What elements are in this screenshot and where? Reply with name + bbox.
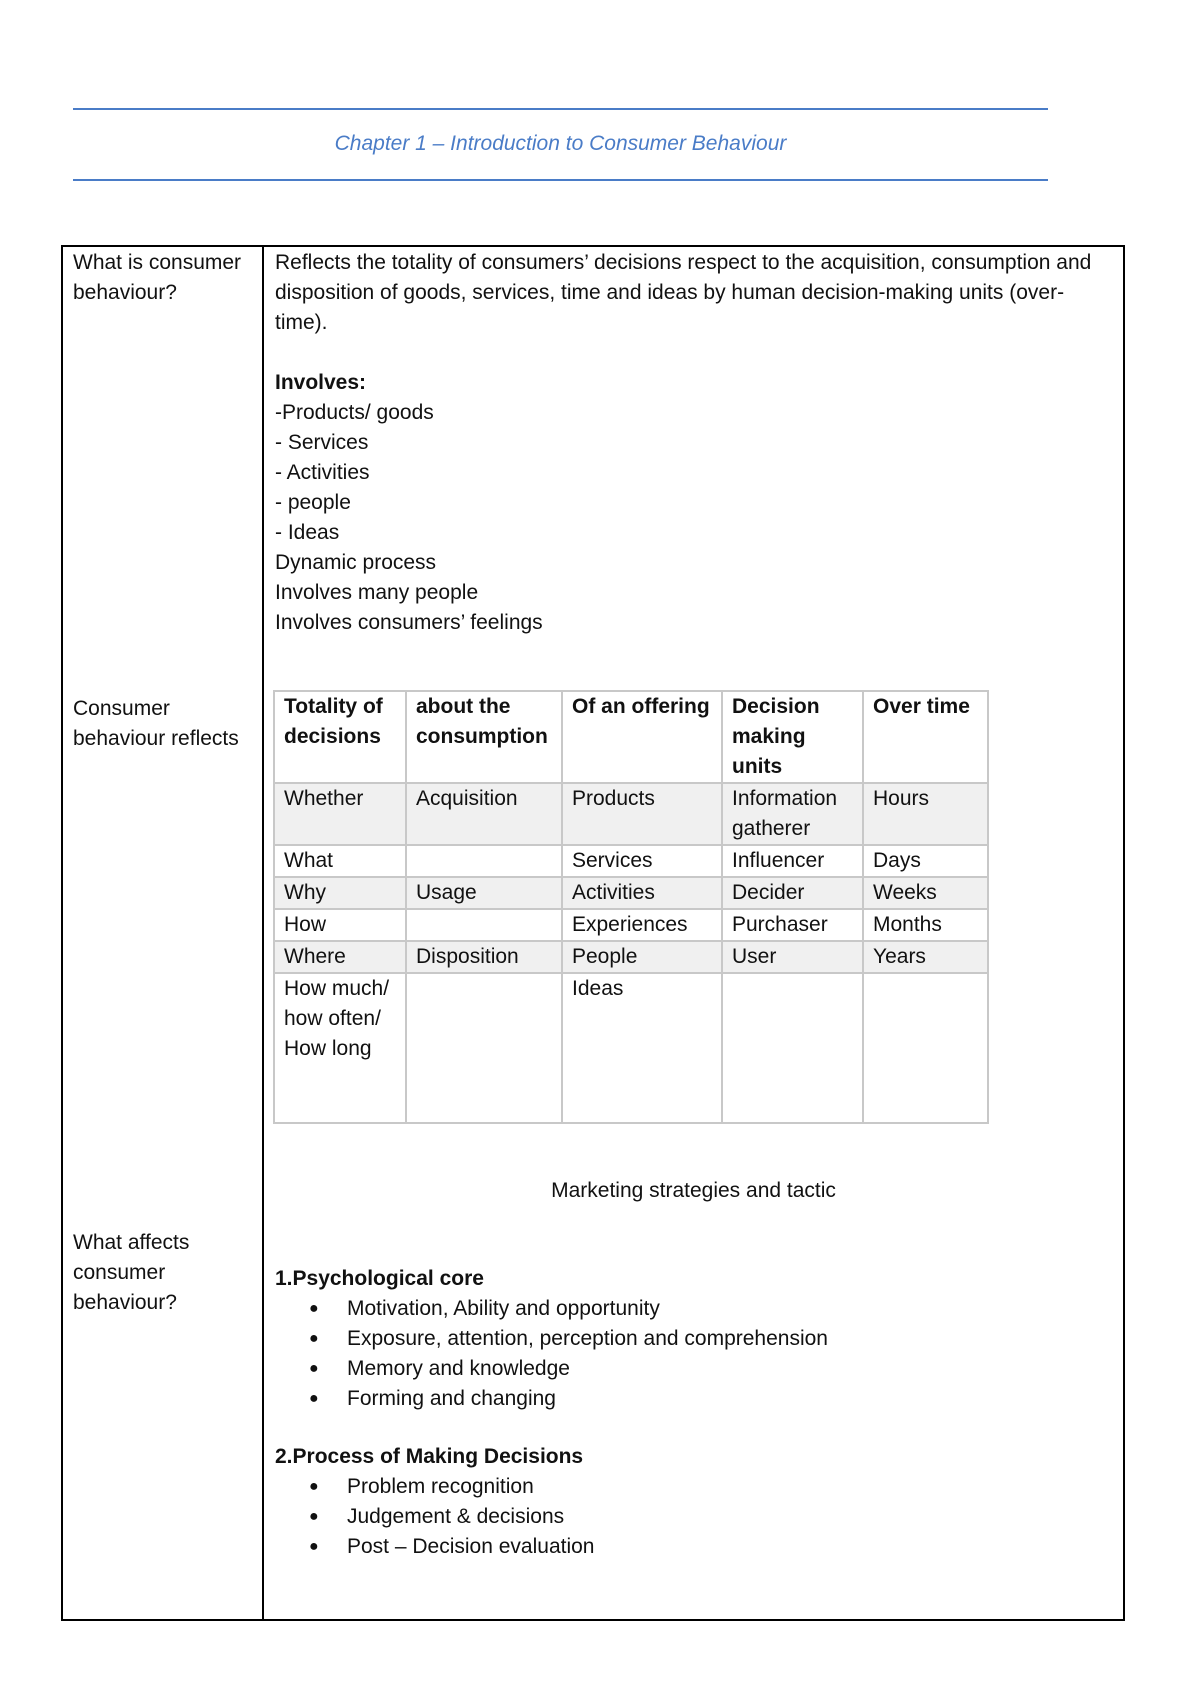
section-process-of-making-decisions	[275, 1442, 1115, 1562]
table-cell: Activities	[562, 877, 722, 909]
definition-text: Reflects the totality of consumers’ decisions respect to the acquisition, consumption and disposition of goods, services, time and ideas by human decision-making units (over-time).	[275, 251, 1092, 334]
bullet-icon: ●	[309, 1330, 319, 1347]
table-row	[274, 877, 988, 909]
table-cell: What	[274, 845, 406, 877]
header-rule-top	[73, 108, 1048, 110]
table-cell: Days	[863, 845, 988, 877]
page-header-title: Chapter 1 – Introduction to Consumer Behaviour	[334, 132, 787, 155]
list-item: ● Memory and knowledge	[275, 1354, 1115, 1384]
table-cell: User	[722, 941, 863, 973]
table-cell: Experiences	[562, 909, 722, 941]
table-cell: Whether	[274, 783, 406, 845]
label-what-is-consumer-behaviour: What is consumer behaviour?	[73, 251, 242, 304]
table-header: Decision making units	[722, 691, 863, 783]
list-item: ● Post – Decision evaluation	[275, 1532, 1115, 1562]
table-row	[274, 783, 988, 845]
list-item: ● Motivation, Ability and opportunity	[275, 1294, 1115, 1324]
table-cell: Products	[562, 783, 722, 845]
note-line: Dynamic process	[275, 551, 437, 574]
table-cell	[406, 973, 562, 1123]
header-rule-bottom	[73, 179, 1048, 181]
spacer	[275, 338, 1115, 368]
section-title: Psychological core	[292, 1267, 484, 1290]
table-row	[274, 845, 988, 877]
bullet-list	[275, 1472, 1115, 1562]
marketing-strategies-heading: Marketing strategies and tactic	[551, 1179, 836, 1202]
reflects-table	[273, 690, 989, 1124]
table-row	[274, 941, 988, 973]
definition-block	[275, 248, 1115, 638]
table-header: Of an offering	[562, 691, 722, 783]
column-divider	[262, 245, 264, 1621]
bullet-icon: ●	[309, 1478, 319, 1495]
table-header-row	[274, 691, 988, 783]
note-line: Involves consumers’ feelings	[275, 611, 543, 634]
table-cell: Why	[274, 877, 406, 909]
table-cell: How	[274, 909, 406, 941]
table-cell: Disposition	[406, 941, 562, 973]
table-cell: Ideas	[562, 973, 722, 1123]
table-cell	[722, 973, 863, 1123]
involves-item: - people	[275, 491, 351, 514]
table-cell: Services	[562, 845, 722, 877]
note-line: Involves many people	[275, 581, 479, 604]
bullet-icon: ●	[309, 1300, 319, 1317]
bullet-list	[275, 1294, 1115, 1414]
list-item: ● Exposure, attention, perception and comprehension	[275, 1324, 1115, 1354]
table-cell: Months	[863, 909, 988, 941]
bullet-icon: ●	[309, 1538, 319, 1555]
involves-item: -Products/ goods	[275, 401, 434, 424]
section-title: Process of Making Decisions	[292, 1445, 584, 1468]
bullet-icon: ●	[309, 1508, 319, 1525]
table-header: Totality of decisions	[274, 691, 406, 783]
table-cell: People	[562, 941, 722, 973]
table-cell	[406, 909, 562, 941]
table-header: Over time	[863, 691, 988, 783]
table-cell	[863, 973, 988, 1123]
section-number: 2.	[275, 1445, 293, 1468]
list-item: ● Problem recognition	[275, 1472, 1115, 1502]
table-cell: Influencer	[722, 845, 863, 877]
table-cell: Usage	[406, 877, 562, 909]
bullet-icon: ●	[309, 1360, 319, 1377]
label-what-affects-consumer-behaviour: What affects consumer behaviour?	[73, 1231, 190, 1314]
table-cell: Years	[863, 941, 988, 973]
table-cell: Weeks	[863, 877, 988, 909]
table-row	[274, 973, 988, 1123]
bullet-icon: ●	[309, 1390, 319, 1407]
table-cell: Information gatherer	[722, 783, 863, 845]
table-cell: Purchaser	[722, 909, 863, 941]
table-row	[274, 909, 988, 941]
table-cell: Hours	[863, 783, 988, 845]
involves-item: - Services	[275, 431, 369, 454]
table-cell: Acquisition	[406, 783, 562, 845]
involves-item: - Ideas	[275, 521, 340, 544]
list-item: ● Forming and changing	[275, 1384, 1115, 1414]
list-item: ● Judgement & decisions	[275, 1502, 1115, 1532]
involves-item: - Activities	[275, 461, 370, 484]
table-cell	[406, 845, 562, 877]
table-header: about the consumption	[406, 691, 562, 783]
table-cell: Decider	[722, 877, 863, 909]
involves-heading: Involves:	[275, 371, 367, 394]
table-cell: How much/ how often/ How long	[274, 973, 406, 1123]
table-cell: Where	[274, 941, 406, 973]
section-number: 1.	[275, 1267, 293, 1290]
section-psychological-core	[275, 1264, 1115, 1414]
label-consumer-behaviour-reflects: Consumer behaviour reflects	[73, 697, 239, 750]
